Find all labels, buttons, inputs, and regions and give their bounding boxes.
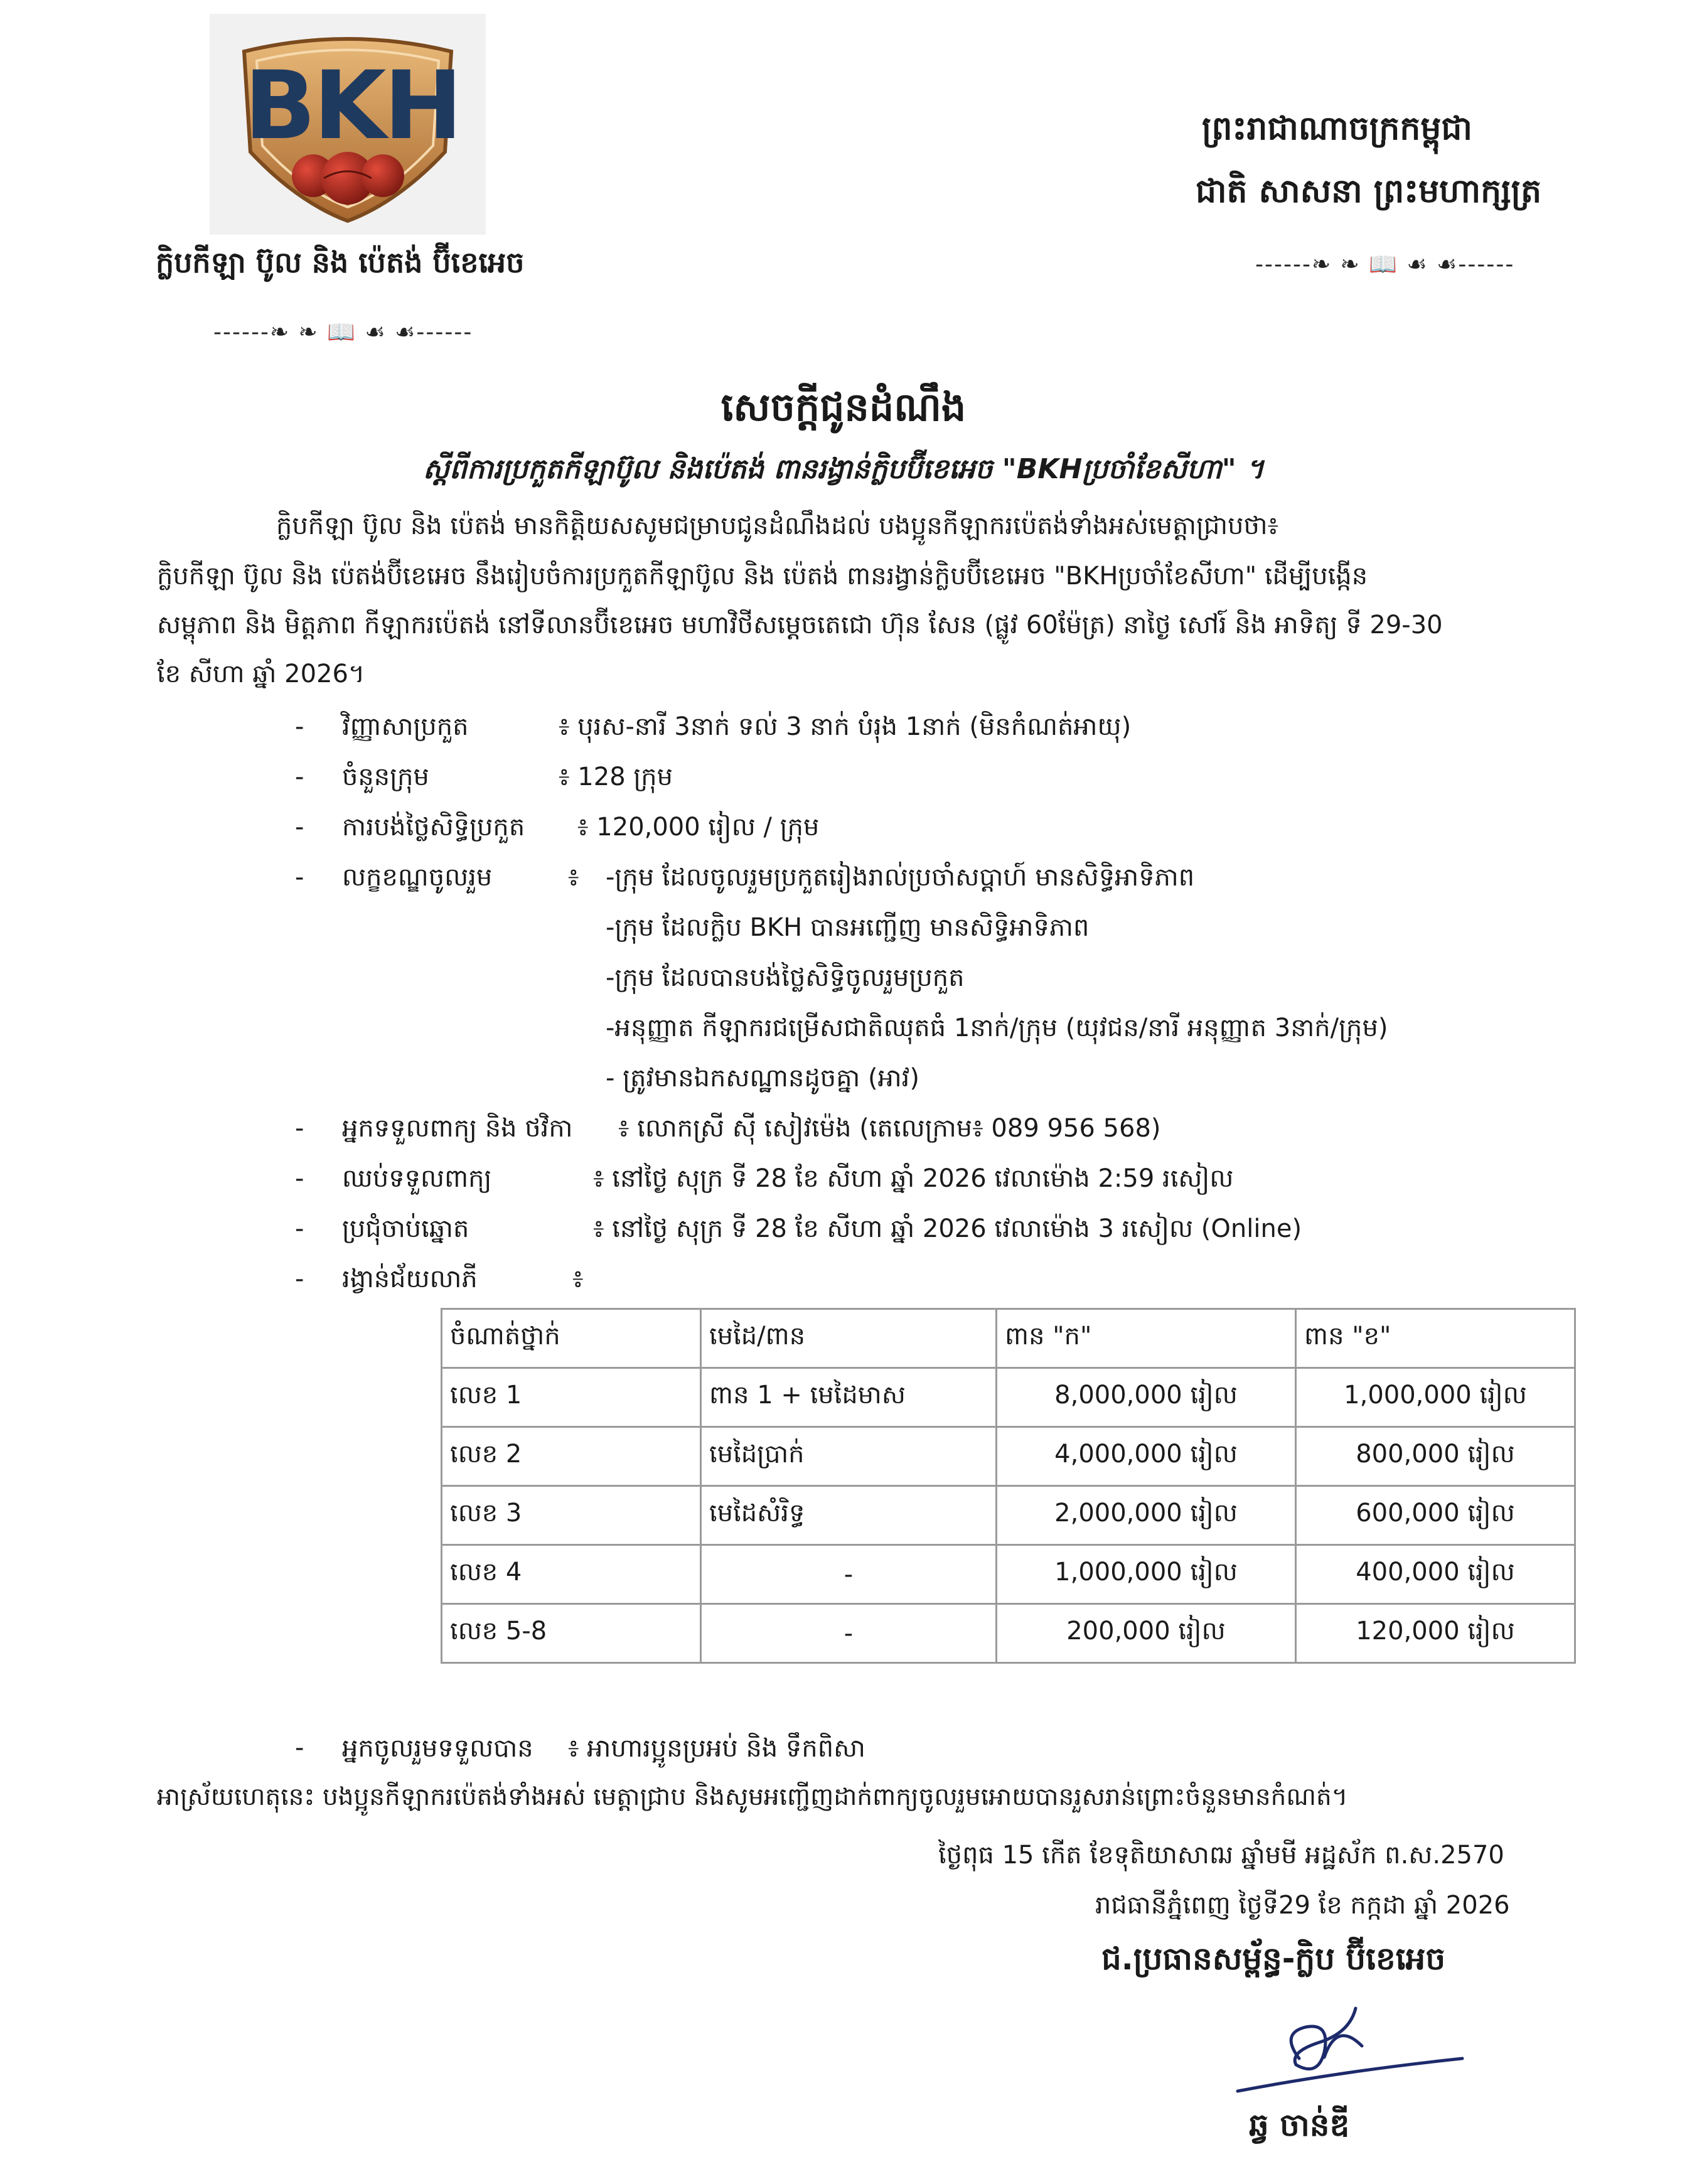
- document-title: សេចក្តីជូនដំណឹង: [720, 384, 967, 430]
- signatory-title: ជ.ប្រធានសម្ព័ន្ធ-ក្លិប ប៊ីខេអេច: [1101, 1940, 1446, 1977]
- item-label: ការបង់ថ្លៃសិទ្ធិប្រកួត: [342, 813, 525, 842]
- column-header-prize-a: ពាន "ក": [997, 1309, 1296, 1368]
- right-ornament: ------❧ ❧ 📖 ☙ ☙------: [1255, 252, 1515, 277]
- column-header-prize-b: ពាន "ខ": [1296, 1309, 1575, 1368]
- medal-cell: មេដៃប្រាក់: [701, 1427, 997, 1486]
- prize-a-cell: 4,000,000 រៀល: [997, 1427, 1296, 1486]
- item-value: ៖ លោកស្រី ស៊ី សៀវម៉េង (តេលេក្រាម៖ 089 956 568): [618, 1114, 1161, 1143]
- table-row: [442, 1427, 1575, 1486]
- place-date: រាជធានីភ្នំពេញ ថ្ងៃទី29 ខែ កក្កដា ឆ្នាំ 2026: [1095, 1891, 1510, 1920]
- item-value: ៖: [572, 1265, 584, 1293]
- item-value: ៖ នៅថ្ងៃ សុក្រ ទី 28 ខែ សីហា ឆ្នាំ 2026 វេលាម៉ោង 3 រសៀល (Online): [593, 1214, 1302, 1243]
- bullet-dash: -: [295, 763, 304, 791]
- item-value: ៖: [568, 863, 579, 892]
- intro-line-1: ក្លិបកីឡា ប៊ូល និង ប៉េតង់ មានកិត្តិយសសូមជម្រាបជូនដំណឹងដល់ បងប្អូនកីឡាករប៉េតង់ទាំងអស់មេត្តាជ្រាបថា៖: [276, 511, 1279, 540]
- prize-a-cell: 8,000,000 រៀល: [997, 1368, 1296, 1427]
- condition-line: - ត្រូវមានឯកសណ្ឋានដូចគ្នា (អាវ): [606, 1064, 919, 1093]
- bullet-dash: -: [295, 712, 304, 741]
- item-value: ៖ 120,000 រៀល / ក្រុម: [577, 813, 820, 842]
- table-row: [442, 1368, 1575, 1427]
- prize-b-cell: 1,000,000 រៀល: [1296, 1368, 1575, 1427]
- bullet-dash: -: [295, 1214, 304, 1243]
- item-label: រង្វាន់ជ័យលាភី: [342, 1265, 478, 1293]
- club-name: ក្លិបកីឡា ប៊ូល និង ប៉េតង់ ប៊ីខេអេច: [156, 245, 525, 279]
- club-logo: [210, 14, 486, 235]
- table-row: [442, 1545, 1575, 1604]
- prize-b-cell: 800,000 រៀល: [1296, 1427, 1575, 1486]
- lunar-date: ថ្ងៃពុធ 15 កើត ខែទុតិយាសាឍ ឆ្នាំមមី អដ្ឋស័ក ព.ស.2570: [938, 1841, 1504, 1870]
- rank-cell: លេខ 5-8: [442, 1604, 701, 1663]
- item-label: វិញ្ញាសាប្រកួត: [342, 712, 469, 741]
- bullet-dash: -: [295, 1265, 304, 1293]
- condition-line: -ក្រុម ដែលក្លិប BKH បានអញ្ជើញ មានសិទ្ធិអាទិភាព: [606, 913, 1090, 942]
- bullet-dash: -: [295, 813, 304, 842]
- prize-b-cell: 600,000 រៀល: [1296, 1486, 1575, 1545]
- column-header-medal: មេដៃ/ពាន: [701, 1309, 997, 1368]
- bullet-dash: -: [295, 863, 304, 892]
- left-ornament: ------❧ ❧ 📖 ☙ ☙------: [213, 319, 473, 345]
- column-header-rank: ចំណាត់ថ្នាក់: [442, 1309, 701, 1368]
- table-row: [442, 1486, 1575, 1545]
- intro-line-4: ខែ សីហា ឆ្នាំ 2026។: [157, 660, 365, 688]
- condition-line: -អនុញ្ញាត កីឡាករជម្រើសជាតិឈុតធំ 1នាក់/ក្រុម (យុវជន/នារី អនុញ្ញាត 3នាក់/ក្រុម): [606, 1014, 1388, 1042]
- item-label: ចំនួនក្រុម: [342, 763, 429, 791]
- signature-icon: [1230, 1983, 1469, 2102]
- item-label: ប្រជុំចាប់ឆ្នោត: [342, 1214, 469, 1243]
- item-label: លក្ខខណ្ឌចូលរួម: [342, 863, 493, 892]
- medal-cell: ពាន 1 + មេដៃមាស: [701, 1368, 997, 1427]
- rank-cell: លេខ 2: [442, 1427, 701, 1486]
- prize-a-cell: 2,000,000 រៀល: [997, 1486, 1296, 1545]
- table-header-row: [442, 1309, 1575, 1368]
- medal-cell: -: [701, 1545, 997, 1604]
- intro-line-3: សម្ពុភាព និង មិត្តភាព កីឡាករប៉េតង់ នៅទីលានប៊ីខេអេច មហាវិថីសម្តេចតេជោ ហ៊ុន សែន (ផ្លូវ 60ម៉ែត្រ) នាថ្ងៃ សៅរ៍ និង អាទិត្យ ទី 29-30: [157, 611, 1443, 640]
- rank-cell: លេខ 4: [442, 1545, 701, 1604]
- prize-b-cell: 400,000 រៀល: [1296, 1545, 1575, 1604]
- prize-a-cell: 200,000 រៀល: [997, 1604, 1296, 1663]
- prize-table: [441, 1308, 1576, 1664]
- item-value: ៖ នៅថ្ងៃ សុក្រ ទី 28 ខែ សីហា ឆ្នាំ 2026 វេលាម៉ោង 2:59 រសៀល: [593, 1164, 1234, 1193]
- logo-text: BKH: [244, 51, 461, 161]
- kingdom-heading: ព្រះរាជាណាចក្រកម្ពុជា: [1202, 110, 1472, 147]
- motto-heading: ជាតិ សាសនា ព្រះមហាក្សត្រ: [1196, 173, 1542, 210]
- item-value: ៖ 128 ក្រុម: [559, 763, 673, 791]
- condition-line: -ក្រុម ដែលចូលរួមប្រកួតរៀងរាល់ប្រចាំសប្តាហ៍ មានសិទ្ធិអាទិភាព: [606, 863, 1195, 892]
- medal-cell: -: [701, 1604, 997, 1663]
- rank-cell: លេខ 1: [442, 1368, 701, 1427]
- item-value: ៖ បុរស-នារី 3នាក់ ទល់ 3 នាក់ បំរុង 1នាក់ (មិនកំណត់អាយុ): [559, 712, 1132, 741]
- bullet-dash: -: [295, 1733, 304, 1762]
- prize-a-cell: 1,000,000 រៀល: [997, 1545, 1296, 1604]
- closing-text: អាស្រ័យហេតុនេះ បងប្អូនកីឡាករប៉េតង់ទាំងអស់ មេត្តាជ្រាប និងសូមអញ្ជើញដាក់ពាក្យចូលរួមអោយបានរួសរាន់ព្រោះចំនួនមានកំណត់។: [157, 1783, 1348, 1811]
- medal-cell: មេដៃសំរិទ្ធ: [701, 1486, 997, 1545]
- signatory-name: ឆ្វ ចាន់ឌី: [1249, 2107, 1350, 2143]
- item-label: អ្នកទទួលពាក្យ និង ថវិកា: [342, 1114, 573, 1143]
- intro-line-2: ក្លិបកីឡា ប៊ូល និង ប៉េតង់ប៊ីខេអេច នឹងរៀបចំការប្រកួតកីឡាប៊ូល និង ប៉េតង់ ពានរង្វាន់ក្លិបប៊ីខេអេច "BKHប្រចាំខែសីហា" ដើម្បីបង្កើន: [157, 562, 1368, 591]
- bullet-dash: -: [295, 1164, 304, 1193]
- rank-cell: លេខ 3: [442, 1486, 701, 1545]
- participant-value: ៖ អាហារប្អូនប្រអប់ និង ទឹកពិសា: [568, 1734, 865, 1763]
- condition-line: -ក្រុម ដែលបានបង់ថ្លៃសិទ្ធិចូលរួមប្រកួត: [606, 963, 965, 992]
- bullet-dash: -: [295, 1114, 304, 1143]
- item-label: ឈប់ទទួលពាក្យ: [342, 1164, 492, 1193]
- table-row: [442, 1604, 1575, 1663]
- prize-b-cell: 120,000 រៀល: [1296, 1604, 1575, 1663]
- participant-label: អ្នកចូលរួមទទួលបាន: [342, 1734, 533, 1763]
- document-subtitle: ស្តីពីការប្រកួតកីឡាប៊ូល និងប៉េតង់ ពានរង្វាន់ក្លិបប៊ីខេអេច "BKHប្រចាំខែសីហា" ។: [423, 453, 1264, 485]
